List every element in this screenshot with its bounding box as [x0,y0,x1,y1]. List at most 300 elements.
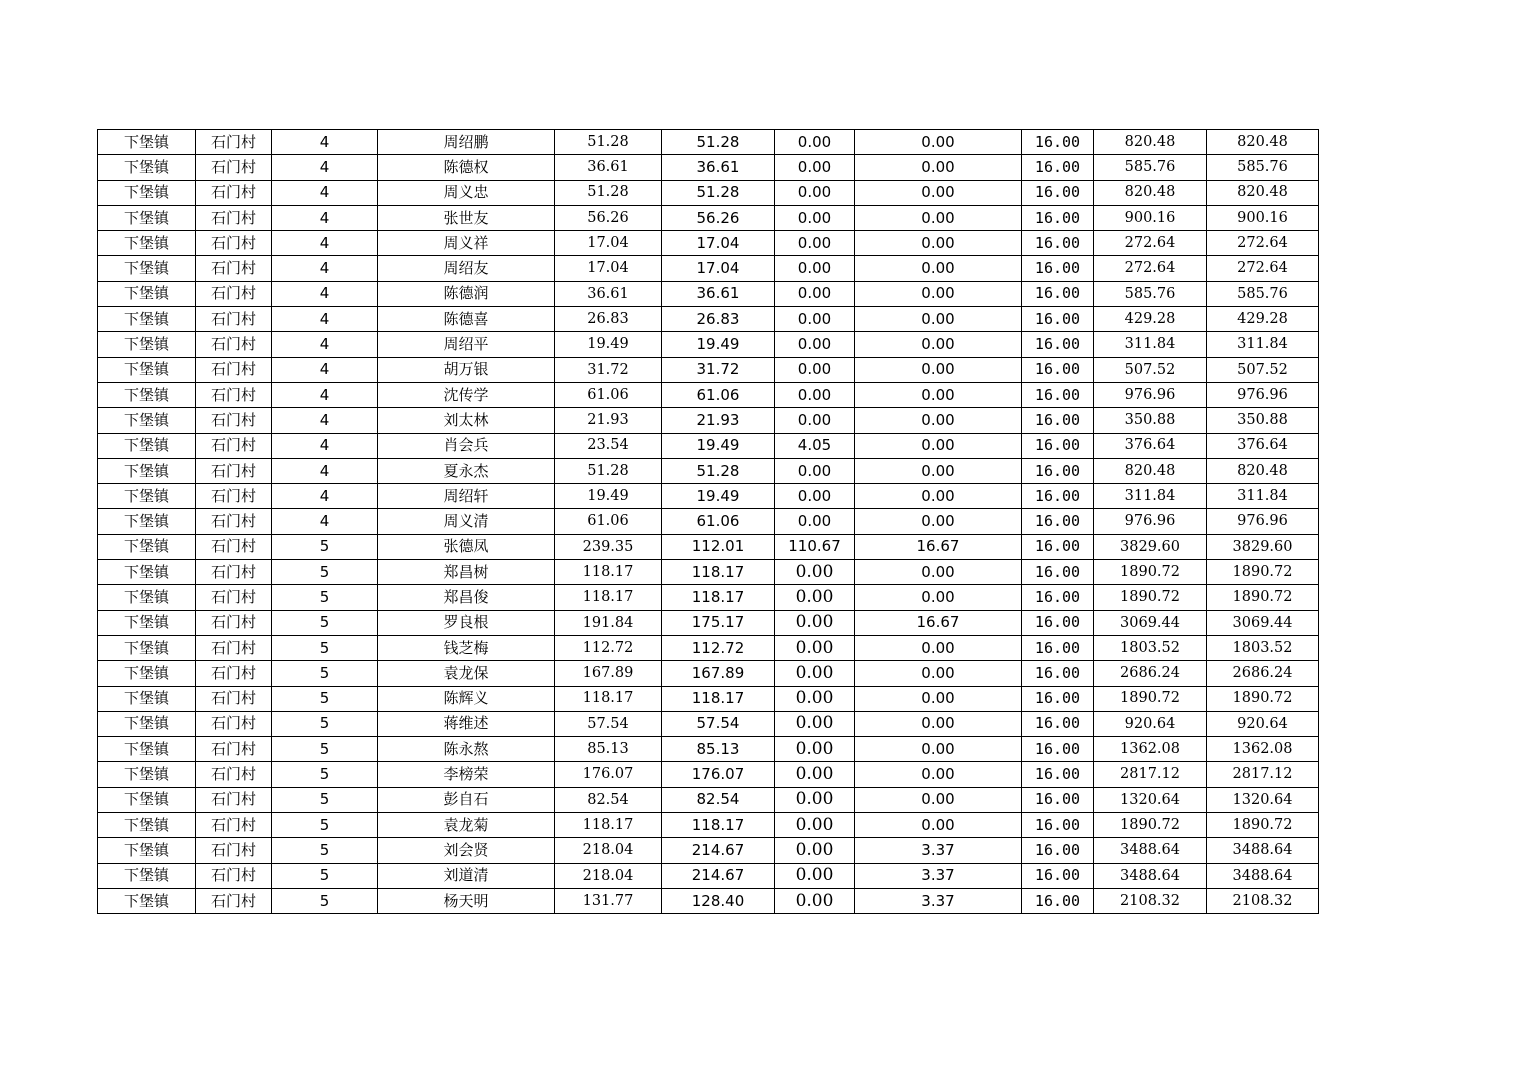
area-b-cell: 0.00 [775,711,855,736]
area-c-cell: 3.37 [855,863,1022,888]
name-cell: 罗良根 [378,610,555,635]
amount-cell: 585.76 [1094,281,1207,306]
area-c-cell: 0.00 [855,711,1022,736]
area-b-cell: 0.00 [775,332,855,357]
village-cell: 石门村 [196,838,272,863]
town-cell: 下堡镇 [98,155,196,180]
amount-cell: 507.52 [1094,357,1207,382]
area-c-cell: 0.00 [855,408,1022,433]
amount-cell: 820.48 [1094,458,1207,483]
payout-cell: 820.48 [1207,180,1319,205]
area-a-cell: 36.61 [662,281,775,306]
town-cell: 下堡镇 [98,686,196,711]
payout-cell: 376.64 [1207,433,1319,458]
area-b-cell: 0.00 [775,762,855,787]
payout-cell: 2817.12 [1207,762,1319,787]
area-a-cell: 112.01 [662,534,775,559]
group-cell: 5 [272,534,378,559]
payout-cell: 507.52 [1207,357,1319,382]
area-a-cell: 19.49 [662,433,775,458]
table-row [98,610,1319,635]
area-a-cell: 61.06 [662,509,775,534]
town-cell: 下堡镇 [98,509,196,534]
rate-cell: 16.00 [1022,661,1094,686]
amount-cell: 429.28 [1094,307,1207,332]
amount-cell: 900.16 [1094,205,1207,230]
name-cell: 夏永杰 [378,458,555,483]
table-row [98,534,1319,559]
table-body [98,130,1319,914]
group-cell: 5 [272,813,378,838]
name-cell: 肖会兵 [378,433,555,458]
area-c-cell: 0.00 [855,560,1022,585]
rate-cell: 16.00 [1022,155,1094,180]
total-area-cell: 31.72 [555,357,662,382]
group-cell: 4 [272,332,378,357]
village-cell: 石门村 [196,307,272,332]
area-c-cell: 0.00 [855,307,1022,332]
rate-cell: 16.00 [1022,863,1094,888]
area-a-cell: 167.89 [662,661,775,686]
town-cell: 下堡镇 [98,205,196,230]
amount-cell: 2686.24 [1094,661,1207,686]
village-cell: 石门村 [196,484,272,509]
group-cell: 4 [272,433,378,458]
name-cell: 袁龙保 [378,661,555,686]
area-a-cell: 118.17 [662,813,775,838]
amount-cell: 376.64 [1094,433,1207,458]
name-cell: 蒋维述 [378,711,555,736]
group-cell: 4 [272,256,378,281]
amount-cell: 272.64 [1094,256,1207,281]
village-cell: 石门村 [196,863,272,888]
village-cell: 石门村 [196,509,272,534]
area-a-cell: 85.13 [662,737,775,762]
area-c-cell: 0.00 [855,661,1022,686]
area-a-cell: 118.17 [662,686,775,711]
town-cell: 下堡镇 [98,382,196,407]
area-c-cell: 0.00 [855,205,1022,230]
village-cell: 石门村 [196,357,272,382]
area-b-cell: 0.00 [775,585,855,610]
total-area-cell: 118.17 [555,585,662,610]
group-cell: 5 [272,762,378,787]
name-cell: 周义清 [378,509,555,534]
area-a-cell: 36.61 [662,155,775,180]
payout-cell: 429.28 [1207,307,1319,332]
rate-cell: 16.00 [1022,484,1094,509]
group-cell: 5 [272,610,378,635]
name-cell: 郑昌俊 [378,585,555,610]
village-cell: 石门村 [196,635,272,660]
amount-cell: 820.48 [1094,180,1207,205]
total-area-cell: 218.04 [555,863,662,888]
town-cell: 下堡镇 [98,484,196,509]
area-a-cell: 57.54 [662,711,775,736]
area-c-cell: 0.00 [855,433,1022,458]
name-cell: 张世友 [378,205,555,230]
payout-cell: 272.64 [1207,256,1319,281]
village-cell: 石门村 [196,382,272,407]
total-area-cell: 191.84 [555,610,662,635]
village-cell: 石门村 [196,888,272,913]
area-b-cell: 0.00 [775,863,855,888]
amount-cell: 585.76 [1094,155,1207,180]
name-cell: 彭自石 [378,787,555,812]
amount-cell: 1890.72 [1094,560,1207,585]
total-area-cell: 61.06 [555,382,662,407]
rate-cell: 16.00 [1022,711,1094,736]
area-a-cell: 51.28 [662,458,775,483]
name-cell: 陈德权 [378,155,555,180]
area-a-cell: 51.28 [662,130,775,155]
area-c-cell: 0.00 [855,484,1022,509]
name-cell: 郑昌树 [378,560,555,585]
table-row [98,408,1319,433]
amount-cell: 1362.08 [1094,737,1207,762]
town-cell: 下堡镇 [98,332,196,357]
table-row [98,838,1319,863]
total-area-cell: 239.35 [555,534,662,559]
amount-cell: 272.64 [1094,231,1207,256]
area-a-cell: 51.28 [662,180,775,205]
total-area-cell: 19.49 [555,484,662,509]
rate-cell: 16.00 [1022,180,1094,205]
rate-cell: 16.00 [1022,787,1094,812]
area-c-cell: 0.00 [855,635,1022,660]
area-c-cell: 0.00 [855,256,1022,281]
amount-cell: 1803.52 [1094,635,1207,660]
group-cell: 4 [272,180,378,205]
area-c-cell: 0.00 [855,762,1022,787]
town-cell: 下堡镇 [98,281,196,306]
name-cell: 陈德喜 [378,307,555,332]
amount-cell: 1890.72 [1094,686,1207,711]
amount-cell: 3488.64 [1094,863,1207,888]
rate-cell: 16.00 [1022,231,1094,256]
payout-cell: 3829.60 [1207,534,1319,559]
area-b-cell: 0.00 [775,787,855,812]
name-cell: 袁龙菊 [378,813,555,838]
area-a-cell: 118.17 [662,560,775,585]
area-a-cell: 17.04 [662,256,775,281]
payout-cell: 3488.64 [1207,863,1319,888]
table-row [98,585,1319,610]
group-cell: 4 [272,509,378,534]
payout-cell: 1890.72 [1207,686,1319,711]
payout-cell: 3488.64 [1207,838,1319,863]
rate-cell: 16.00 [1022,357,1094,382]
town-cell: 下堡镇 [98,610,196,635]
payout-cell: 820.48 [1207,130,1319,155]
total-area-cell: 19.49 [555,332,662,357]
group-cell: 5 [272,686,378,711]
town-cell: 下堡镇 [98,711,196,736]
area-c-cell: 0.00 [855,737,1022,762]
area-b-cell: 0.00 [775,686,855,711]
table-row [98,888,1319,913]
area-b-cell: 0.00 [775,635,855,660]
group-cell: 4 [272,458,378,483]
rate-cell: 16.00 [1022,686,1094,711]
area-b-cell: 0.00 [775,155,855,180]
total-area-cell: 51.28 [555,458,662,483]
town-cell: 下堡镇 [98,433,196,458]
area-a-cell: 118.17 [662,585,775,610]
total-area-cell: 112.72 [555,635,662,660]
payout-cell: 1362.08 [1207,737,1319,762]
group-cell: 4 [272,155,378,180]
group-cell: 4 [272,408,378,433]
town-cell: 下堡镇 [98,838,196,863]
rate-cell: 16.00 [1022,332,1094,357]
payout-cell: 900.16 [1207,205,1319,230]
group-cell: 4 [272,205,378,230]
table-row [98,256,1319,281]
town-cell: 下堡镇 [98,231,196,256]
table-row [98,180,1319,205]
rate-cell: 16.00 [1022,433,1094,458]
group-cell: 5 [272,661,378,686]
village-cell: 石门村 [196,787,272,812]
table-row [98,509,1319,534]
payout-cell: 311.84 [1207,484,1319,509]
total-area-cell: 36.61 [555,155,662,180]
amount-cell: 3069.44 [1094,610,1207,635]
area-c-cell: 3.37 [855,838,1022,863]
town-cell: 下堡镇 [98,863,196,888]
table-row [98,231,1319,256]
total-area-cell: 23.54 [555,433,662,458]
total-area-cell: 26.83 [555,307,662,332]
town-cell: 下堡镇 [98,762,196,787]
rate-cell: 16.00 [1022,307,1094,332]
rate-cell: 16.00 [1022,130,1094,155]
name-cell: 刘道清 [378,863,555,888]
area-c-cell: 0.00 [855,155,1022,180]
rate-cell: 16.00 [1022,610,1094,635]
amount-cell: 976.96 [1094,509,1207,534]
rate-cell: 16.00 [1022,813,1094,838]
village-cell: 石门村 [196,433,272,458]
area-a-cell: 19.49 [662,332,775,357]
area-b-cell: 0.00 [775,357,855,382]
area-b-cell: 0.00 [775,888,855,913]
town-cell: 下堡镇 [98,737,196,762]
rate-cell: 16.00 [1022,762,1094,787]
payout-cell: 1890.72 [1207,560,1319,585]
town-cell: 下堡镇 [98,560,196,585]
town-cell: 下堡镇 [98,357,196,382]
payout-cell: 311.84 [1207,332,1319,357]
name-cell: 杨天明 [378,888,555,913]
village-cell: 石门村 [196,130,272,155]
total-area-cell: 118.17 [555,560,662,585]
name-cell: 钱芝梅 [378,635,555,660]
village-cell: 石门村 [196,155,272,180]
name-cell: 陈辉义 [378,686,555,711]
group-cell: 4 [272,382,378,407]
name-cell: 胡万银 [378,357,555,382]
area-a-cell: 56.26 [662,205,775,230]
name-cell: 周义祥 [378,231,555,256]
area-c-cell: 0.00 [855,458,1022,483]
table-row [98,458,1319,483]
village-cell: 石门村 [196,205,272,230]
name-cell: 陈德润 [378,281,555,306]
table-row [98,382,1319,407]
amount-cell: 976.96 [1094,382,1207,407]
group-cell: 5 [272,560,378,585]
area-c-cell: 0.00 [855,686,1022,711]
table-row [98,737,1319,762]
name-cell: 刘太林 [378,408,555,433]
group-cell: 5 [272,863,378,888]
name-cell: 周义忠 [378,180,555,205]
area-c-cell: 0.00 [855,357,1022,382]
total-area-cell: 82.54 [555,787,662,812]
payout-cell: 272.64 [1207,231,1319,256]
village-cell: 石门村 [196,610,272,635]
table-row [98,307,1319,332]
area-c-cell: 0.00 [855,509,1022,534]
village-cell: 石门村 [196,762,272,787]
table-row [98,484,1319,509]
area-c-cell: 0.00 [855,180,1022,205]
village-cell: 石门村 [196,813,272,838]
village-cell: 石门村 [196,534,272,559]
area-c-cell: 0.00 [855,585,1022,610]
amount-cell: 3488.64 [1094,838,1207,863]
area-b-cell: 0.00 [775,256,855,281]
area-b-cell: 110.67 [775,534,855,559]
town-cell: 下堡镇 [98,635,196,660]
area-b-cell: 0.00 [775,281,855,306]
table-row [98,787,1319,812]
name-cell: 陈永熬 [378,737,555,762]
town-cell: 下堡镇 [98,661,196,686]
town-cell: 下堡镇 [98,307,196,332]
rate-cell: 16.00 [1022,888,1094,913]
area-b-cell: 0.00 [775,484,855,509]
payout-cell: 1890.72 [1207,585,1319,610]
area-b-cell: 0.00 [775,838,855,863]
total-area-cell: 61.06 [555,509,662,534]
area-a-cell: 175.17 [662,610,775,635]
group-cell: 5 [272,711,378,736]
data-table [97,129,1319,914]
rate-cell: 16.00 [1022,509,1094,534]
village-cell: 石门村 [196,686,272,711]
area-a-cell: 61.06 [662,382,775,407]
group-cell: 4 [272,231,378,256]
village-cell: 石门村 [196,661,272,686]
table-row [98,661,1319,686]
group-cell: 4 [272,357,378,382]
village-cell: 石门村 [196,408,272,433]
village-cell: 石门村 [196,256,272,281]
payout-cell: 350.88 [1207,408,1319,433]
payout-cell: 1890.72 [1207,813,1319,838]
payout-cell: 976.96 [1207,509,1319,534]
area-a-cell: 19.49 [662,484,775,509]
name-cell: 刘会贤 [378,838,555,863]
area-c-cell: 3.37 [855,888,1022,913]
area-b-cell: 4.05 [775,433,855,458]
group-cell: 4 [272,484,378,509]
town-cell: 下堡镇 [98,458,196,483]
table-row [98,433,1319,458]
rate-cell: 16.00 [1022,534,1094,559]
area-b-cell: 0.00 [775,307,855,332]
rate-cell: 16.00 [1022,838,1094,863]
area-b-cell: 0.00 [775,205,855,230]
area-a-cell: 26.83 [662,307,775,332]
group-cell: 4 [272,281,378,306]
amount-cell: 3829.60 [1094,534,1207,559]
amount-cell: 1890.72 [1094,585,1207,610]
town-cell: 下堡镇 [98,256,196,281]
town-cell: 下堡镇 [98,534,196,559]
total-area-cell: 17.04 [555,231,662,256]
table-row [98,281,1319,306]
area-b-cell: 0.00 [775,382,855,407]
area-a-cell: 31.72 [662,357,775,382]
village-cell: 石门村 [196,458,272,483]
payout-cell: 920.64 [1207,711,1319,736]
payout-cell: 2108.32 [1207,888,1319,913]
area-a-cell: 214.67 [662,863,775,888]
table-row [98,762,1319,787]
total-area-cell: 51.28 [555,130,662,155]
total-area-cell: 218.04 [555,838,662,863]
area-b-cell: 0.00 [775,408,855,433]
area-b-cell: 0.00 [775,560,855,585]
village-cell: 石门村 [196,180,272,205]
area-c-cell: 0.00 [855,382,1022,407]
name-cell: 周绍轩 [378,484,555,509]
table-row [98,711,1319,736]
payout-cell: 976.96 [1207,382,1319,407]
payout-cell: 3069.44 [1207,610,1319,635]
rate-cell: 16.00 [1022,560,1094,585]
area-a-cell: 176.07 [662,762,775,787]
payout-cell: 2686.24 [1207,661,1319,686]
area-a-cell: 128.40 [662,888,775,913]
table-row [98,130,1319,155]
name-cell: 周绍鹏 [378,130,555,155]
table-row [98,357,1319,382]
rate-cell: 16.00 [1022,205,1094,230]
group-cell: 4 [272,130,378,155]
amount-cell: 920.64 [1094,711,1207,736]
amount-cell: 311.84 [1094,332,1207,357]
group-cell: 5 [272,737,378,762]
town-cell: 下堡镇 [98,585,196,610]
amount-cell: 311.84 [1094,484,1207,509]
amount-cell: 2817.12 [1094,762,1207,787]
town-cell: 下堡镇 [98,888,196,913]
area-b-cell: 0.00 [775,180,855,205]
total-area-cell: 17.04 [555,256,662,281]
area-c-cell: 0.00 [855,281,1022,306]
area-c-cell: 0.00 [855,787,1022,812]
area-b-cell: 0.00 [775,813,855,838]
area-c-cell: 0.00 [855,332,1022,357]
total-area-cell: 118.17 [555,686,662,711]
village-cell: 石门村 [196,281,272,306]
payout-cell: 1320.64 [1207,787,1319,812]
